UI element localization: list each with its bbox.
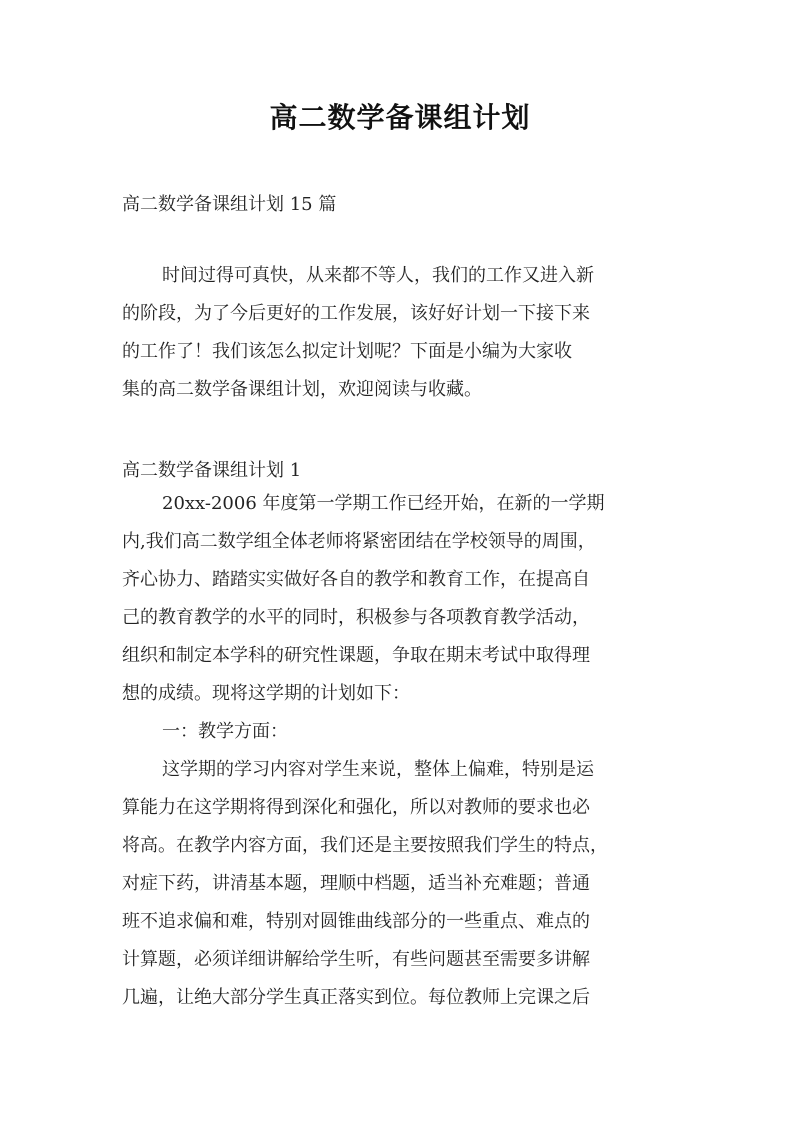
intro-line: 时间过得可真快，从来都不等人，我们的工作又进入新 <box>162 265 594 286</box>
paragraph-line: 计算题，必须详细讲解给学生听，有些问题甚至需要多讲解 <box>122 949 590 970</box>
paragraph-line: 算能力在这学期将得到深化和强化，所以对教师的要求也必 <box>122 797 590 818</box>
paragraph-line: 班不追求偏和难，特别对圆锥曲线部分的一些重点、难点的 <box>122 911 590 932</box>
paragraph-line: 对症下药，讲清基本题，理顺中档题，适当补充难题；普通 <box>122 873 590 894</box>
document-subtitle: 高二数学备课组计划 15 篇 <box>122 194 337 215</box>
paragraph-line: 组织和制定本学科的研究性课题，争取在期末考试中取得理 <box>122 645 590 666</box>
intro-line: 的工作了！我们该怎么拟定计划呢？下面是小编为大家收 <box>122 341 572 362</box>
paragraph-line: 内,我们高二数学组全体老师将紧密团结在学校领导的周围， <box>122 531 596 552</box>
paragraph-line: 想的成绩。现将这学期的计划如下： <box>122 683 410 704</box>
document-title: 高二数学备课组计划 <box>269 101 531 134</box>
paragraph-line: 己的教育教学的水平的同时，积极参与各项教育教学活动， <box>122 607 590 628</box>
paragraph-line: 几遍，让绝大部分学生真正落实到位。每位教师上完课之后 <box>122 987 590 1008</box>
paragraph-line: 这学期的学习内容对学生来说，整体上偏难，特别是运 <box>162 759 594 780</box>
intro-line: 的阶段，为了今后更好的工作发展，该好好计划一下接下来 <box>122 303 590 324</box>
paragraph-line: 20xx-2006 年度第一学期工作已经开始，在新的一学期 <box>162 493 605 514</box>
paragraph-line: 将高。在教学内容方面，我们还是主要按照我们学生的特点， <box>122 835 608 856</box>
paragraph-line: 齐心协力、踏踏实实做好各自的教学和教育工作，在提高自 <box>122 569 590 590</box>
subheading-teaching: 一：教学方面： <box>162 721 288 742</box>
section-heading: 高二数学备课组计划 1 <box>122 460 302 481</box>
intro-line: 集的高二数学备课组计划，欢迎阅读与收藏。 <box>122 379 482 400</box>
